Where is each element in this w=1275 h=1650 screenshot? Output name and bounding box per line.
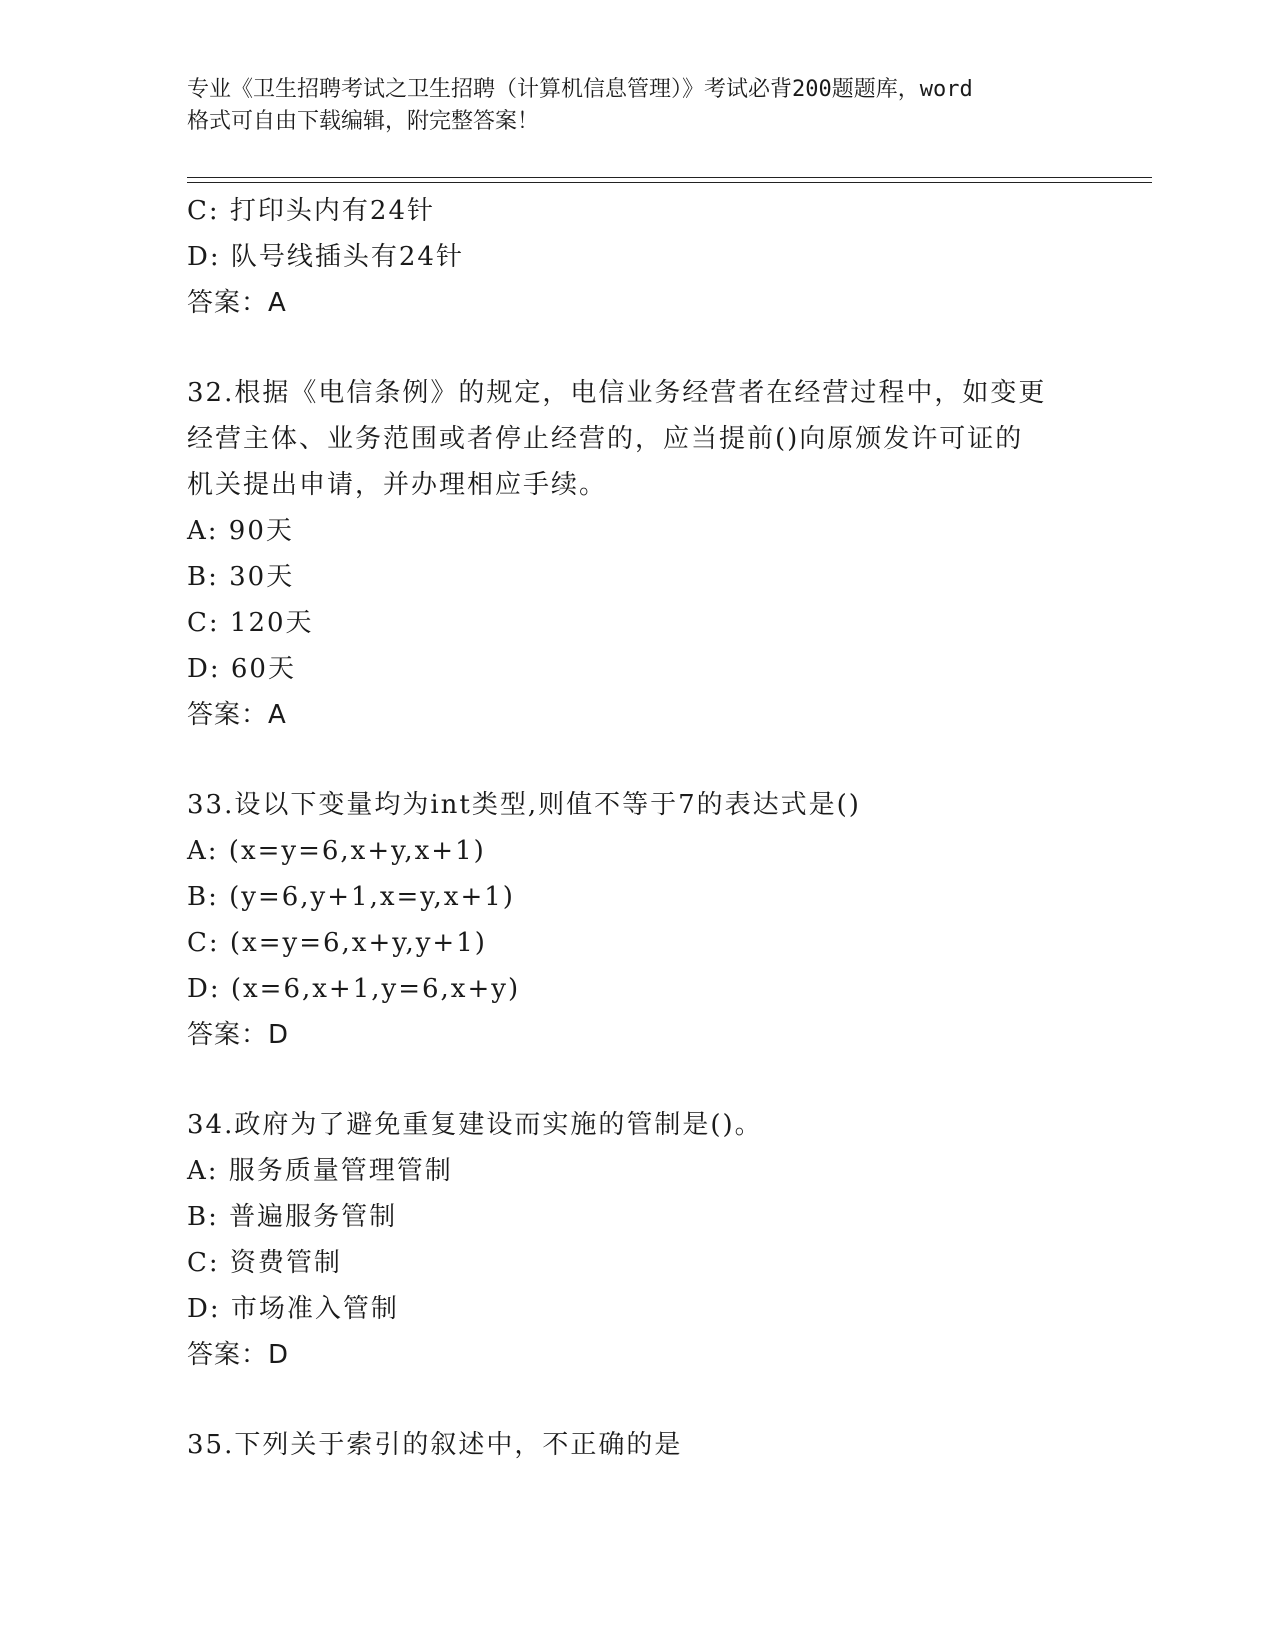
option-line: D: (x=6,x+1,y=6,x+y) bbox=[187, 974, 521, 1004]
header-line-2: 格式可自由下载编辑，附完整答案！ bbox=[187, 109, 540, 134]
question-list bbox=[187, 188, 1087, 1468]
document-header bbox=[187, 74, 1087, 138]
option-line: C: 资费管制 bbox=[187, 1248, 342, 1278]
option-line: C: (x=y=6,x+y,y+1) bbox=[187, 928, 487, 958]
option-line: A: 服务质量管理管制 bbox=[187, 1156, 453, 1186]
question-text: 33.设以下变量均为int类型,则值不等于7的表达式是() bbox=[187, 790, 861, 820]
option-line: C: 120天 bbox=[187, 608, 314, 638]
option-line: C: 打印头内有24针 bbox=[187, 196, 436, 226]
option-line: B: (y=6,y+1,x=y,x+1) bbox=[187, 882, 515, 912]
question-text: 机关提出申请，并办理相应手续。 bbox=[187, 470, 608, 500]
question-text: 32.根据《电信条例》的规定，电信业务经营者在经营过程中，如变更 bbox=[187, 378, 1047, 408]
answer-line: 答案：D bbox=[187, 1020, 290, 1050]
answer-line: 答案：A bbox=[187, 700, 287, 730]
answer-line: 答案：A bbox=[187, 288, 287, 318]
option-line: B: 普遍服务管制 bbox=[187, 1202, 398, 1232]
question-text: 经营主体、业务范围或者停止经营的，应当提前()向原颁发许可证的 bbox=[187, 424, 1024, 454]
header-divider-top bbox=[187, 177, 1152, 178]
answer-line: 答案：D bbox=[187, 1340, 290, 1370]
option-line: D: 60天 bbox=[187, 654, 296, 684]
header-line-1: 专业《卫生招聘考试之卫生招聘（计算机信息管理）》考试必背200题题库，word bbox=[187, 77, 973, 102]
option-line: B: 30天 bbox=[187, 562, 295, 592]
question-text: 34.政府为了避免重复建设而实施的管制是()。 bbox=[187, 1110, 763, 1140]
option-line: D: 市场准入管制 bbox=[187, 1294, 399, 1324]
option-line: A: (x=y=6,x+y,x+1) bbox=[187, 836, 486, 866]
question-text: 35.下列关于索引的叙述中，不正确的是 bbox=[187, 1430, 683, 1460]
option-line: D: 队号线插头有24针 bbox=[187, 242, 464, 272]
option-line: A: 90天 bbox=[187, 516, 294, 546]
header-divider-bottom bbox=[187, 182, 1152, 183]
